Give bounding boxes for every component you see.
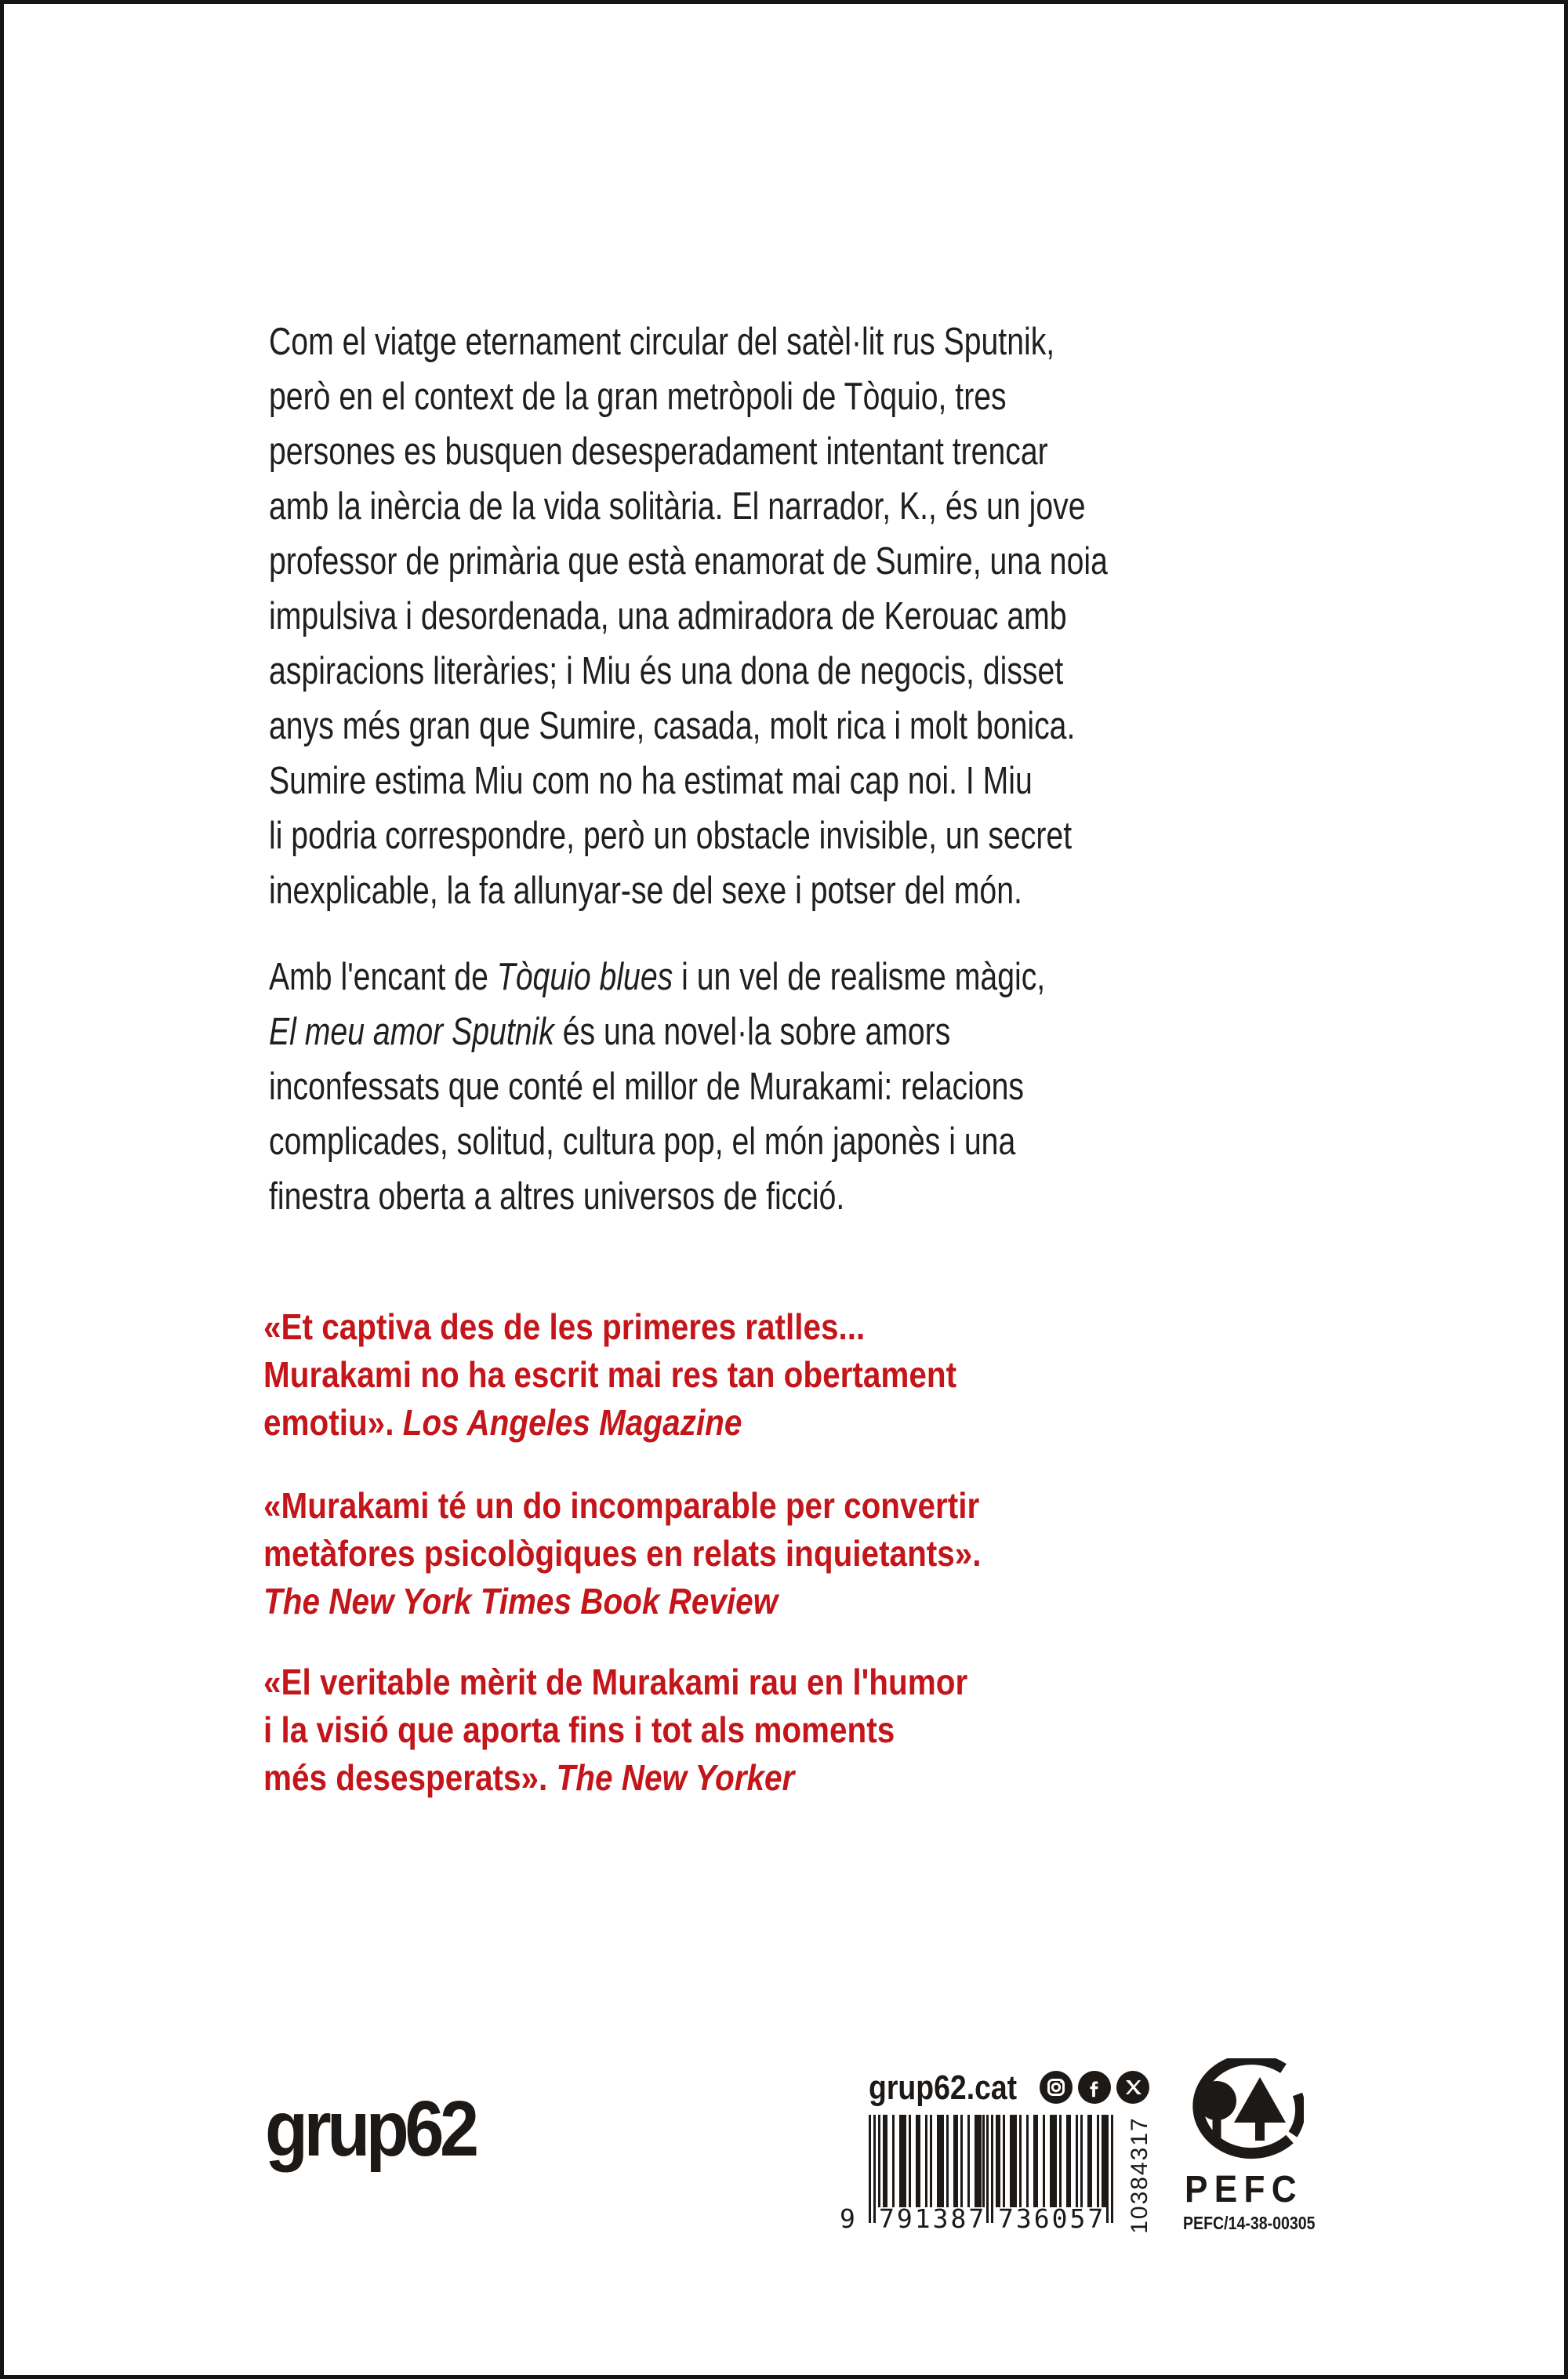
social-icons-row xyxy=(1040,2071,1149,2104)
isbn-first-digit: 9 xyxy=(840,2203,855,2234)
press-quote-new-yorker: «El veritable mèrit de Murakami rau en l'humor i la visió que aporta fins i tot als moments més desesperats». The New Yorker xyxy=(263,1662,968,1798)
pefc-cert-number: PEFC/14-38-00305 xyxy=(1183,2213,1316,2233)
x-icon xyxy=(1116,2071,1149,2104)
facebook-icon xyxy=(1078,2071,1111,2104)
publisher-logo-grup62: grup62 xyxy=(265,2085,475,2173)
isbn-group-1: 791387 xyxy=(879,2203,987,2234)
isbn-group-2: 736057 xyxy=(998,2203,1106,2234)
press-quote-nyt-book-review: «Murakami té un do incomparable per convertir metàfores psicològiques en relats inquietants». The New York Times Book Review xyxy=(263,1485,982,1622)
barcode-side-number: 10384317 xyxy=(1127,2116,1152,2234)
synopsis-paragraph-2: Amb l'encant de Tòquio blues i un vel de realisme màgic, El meu amor Sputnik és una novel·la sobre amors inconfessats que conté el millor de Murakami: relacions complicades, solitud, cultura pop, el món japonès i una finestra oberta a altres universos de ficció. xyxy=(269,956,1046,1218)
publisher-website-label: grup62.cat xyxy=(869,2068,1018,2107)
press-quote-la-magazine: «Et captiva des de les primeres ratlles... Murakami no ha escrit mai res tan obertament emotiu». Los Angeles Magazine xyxy=(263,1306,957,1443)
pefc-wordmark: PEFC xyxy=(1185,2169,1303,2210)
instagram-icon xyxy=(1040,2071,1073,2104)
synopsis-paragraph-1: Com el viatge eternament circular del satèl·lit rus Sputnik, però en el context de la gran metròpoli de Tòquio, tres persones es busquen desesperadament intentant trencar amb la inèrcia de la vida solitària. El narrador, K., és un jove professor de primària que està enamorat de Sumire, una noia impulsiva i desordenada, una admiradora de Kerouac amb aspiracions literàries; i Miu és una dona de negocis, disset anys més gran que Sumire, casada, molt rica i molt bonica. Sumire estima Miu com no ha estimat mai cap noi. I Miu li podria correspondre, però un obstacle invisible, un secret inexplicable, la fa allunyar-se del sexe i potser del món. xyxy=(269,321,1108,912)
pefc-logo xyxy=(1185,2058,1304,2174)
